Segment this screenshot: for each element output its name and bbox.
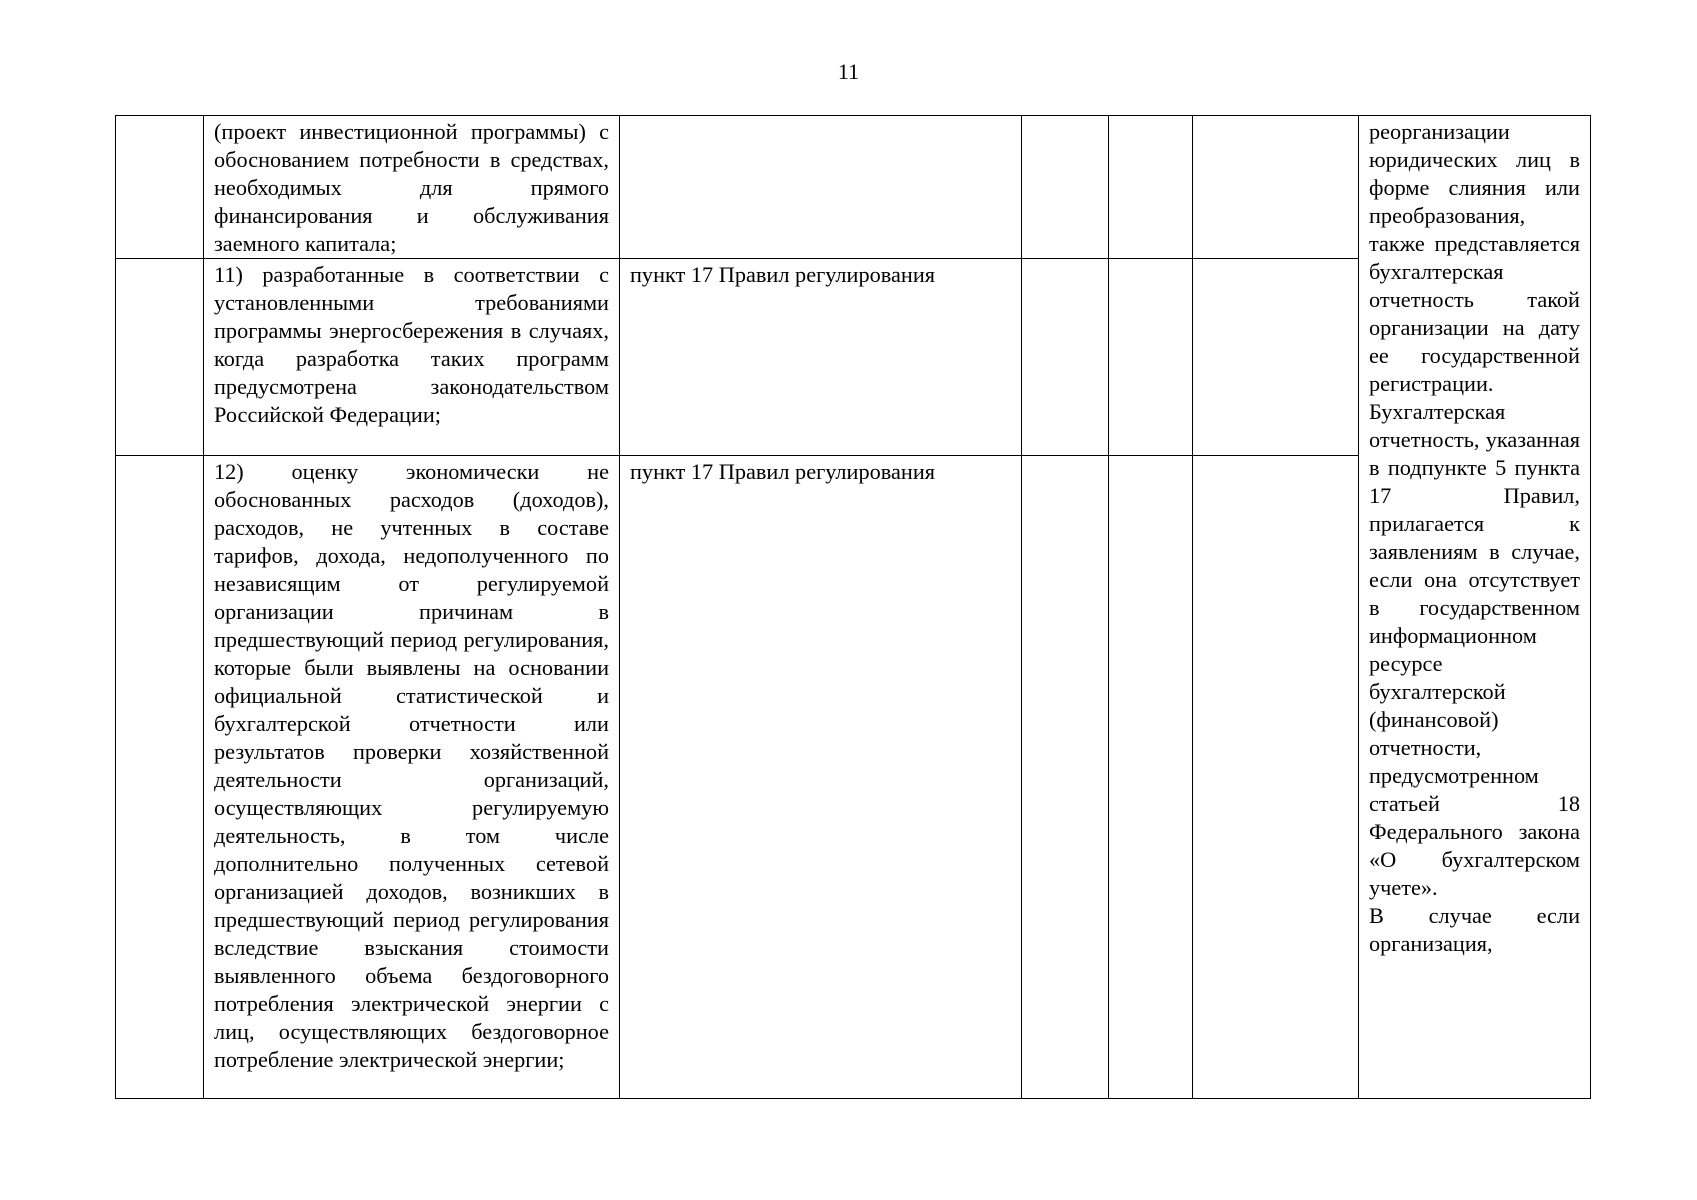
number-cell [116, 116, 204, 259]
note-paragraph: Бухгалтерская отчетность, указанная в подпункте 5 пункта 17 Правил, прилагается к заявлениям в случае, если она отсутствует в государственном информационном ресурсе бухгалтерской (финансовой) отчетности, предусмотренном статьей 18 Федерального закона «О бухгалтерском учете». [1369, 399, 1580, 900]
empty-cell [1109, 259, 1193, 456]
page-number: 11 [837, 59, 860, 84]
empty-cell [1022, 259, 1109, 456]
empty-cell [1022, 456, 1109, 1099]
note-paragraph: реорганизации юридических лиц в форме слияния или преобразования, также представляется бухгалтерская отчетность такой организации на дату ее государственной регистрации. [1369, 119, 1580, 396]
legal-basis: пункт 17 Правил регулирования [620, 259, 1022, 456]
requirements-table [115, 115, 1591, 1099]
empty-cell [1193, 456, 1359, 1099]
legal-basis: пункт 17 Правил регулирования [620, 456, 1022, 1099]
empty-cell [1109, 456, 1193, 1099]
number-cell [116, 259, 204, 456]
number-cell [116, 456, 204, 1099]
requirement-text: 11) разработанные в соответствии с установленными требованиями программы энергосбережения в случаях, когда разработка таких программ предусмотрена законодательством Российской Федерации; [204, 259, 620, 456]
table-row [116, 116, 1591, 259]
note-cell [1359, 116, 1591, 1099]
empty-cell [1193, 116, 1359, 259]
requirement-text: 12) оценку экономически не обоснованных расходов (доходов), расходов, не учтенных в составе тарифов, дохода, недополученного по независящим от регулируемой организации причинам в предшествующий период регулирования, которые были выявлены на основании официальной статистической и бухгалтерской отчетности или результатов проверки хозяйственной деятельности организаций, осуществляющих регулируемую деятельность, в том числе дополнительно полученных сетевой организацией доходов, возникших в предшествующий период регулирования вследствие взыскания стоимости выявленного объема бездоговорного потребления электрической энергии с лиц, осуществляющих бездоговорное потребление электрической энергии; [204, 456, 620, 1099]
empty-cell [1193, 259, 1359, 456]
legal-basis [620, 116, 1022, 259]
requirement-text: (проект инвестиционной программы) с обоснованием потребности в средствах, необходимых для прямого финансирования и обслуживания заемного капитала; [204, 116, 620, 259]
empty-cell [1022, 116, 1109, 259]
empty-cell [1109, 116, 1193, 259]
note-paragraph: В случае если организация, [1369, 903, 1580, 956]
